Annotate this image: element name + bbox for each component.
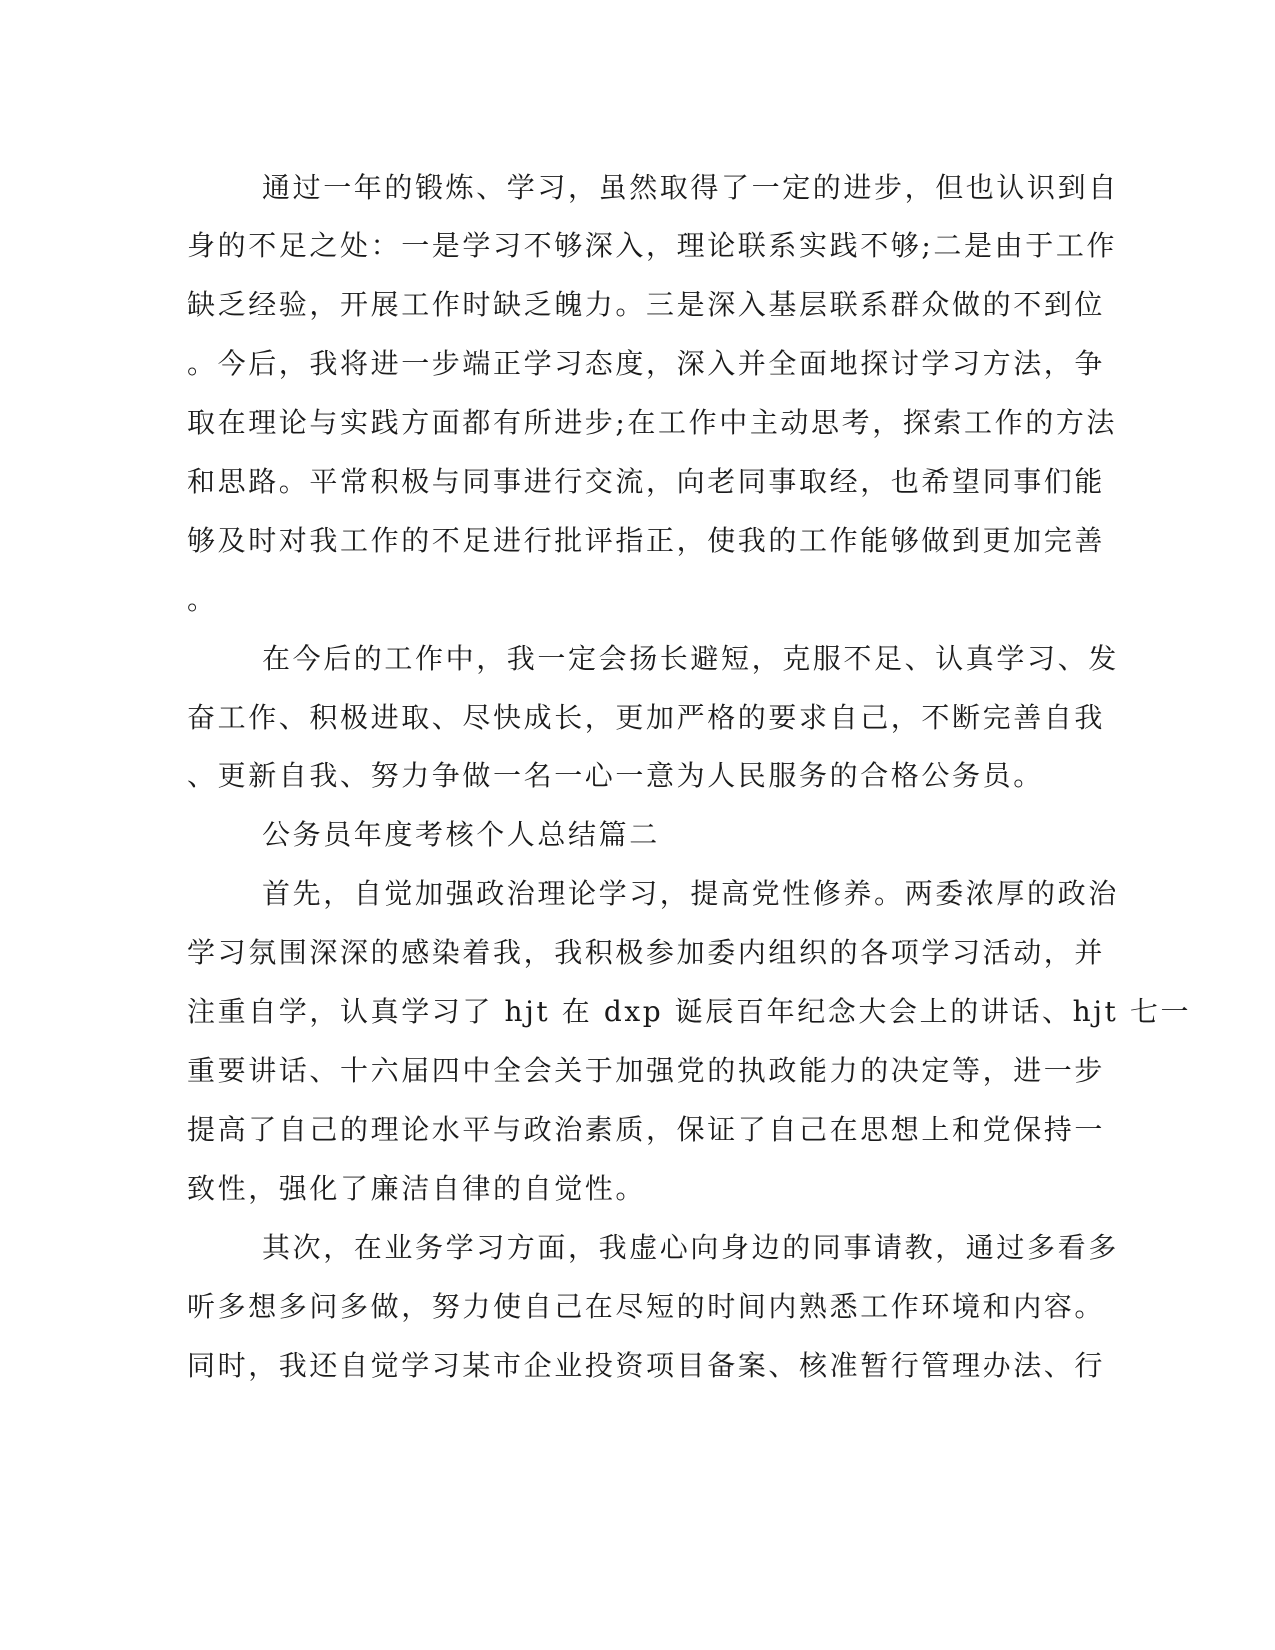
text-line: 奋工作、积极进取、尽快成长，更加严格的要求自己，不断完善自我 bbox=[187, 701, 1106, 734]
section-heading: 公务员年度考核个人总结篇二 bbox=[262, 818, 660, 851]
text-line: 听多想多问多做，努力使自己在尽短的时间内熟悉工作环境和内容。 bbox=[187, 1290, 1106, 1323]
text-line: 致性，强化了廉洁自律的自觉性。 bbox=[187, 1172, 647, 1205]
text-line: 。今后，我将进一步端正学习态度，深入并全面地探讨学习方法，争 bbox=[187, 347, 1106, 380]
text-line: 学习氛围深深的感染着我，我积极参加委内组织的各项学习活动，并 bbox=[187, 936, 1106, 969]
text-line: 取在理论与实践方面都有所进步;在工作中主动思考，探索工作的方法 bbox=[187, 406, 1118, 439]
text-line: 同时，我还自觉学习某市企业投资项目备案、核准暂行管理办法、行 bbox=[187, 1349, 1106, 1382]
text-line: 首先，自觉加强政治理论学习，提高党性修养。两委浓厚的政治 bbox=[262, 877, 1119, 910]
text-line: 缺乏经验，开展工作时缺乏魄力。三是深入基层联系群众做的不到位 bbox=[187, 288, 1106, 321]
text-line: 、更新自我、努力争做一名一心一意为人民服务的合格公务员。 bbox=[187, 759, 1044, 792]
text-line: 够及时对我工作的不足进行批评指正，使我的工作能够做到更加完善 bbox=[187, 524, 1106, 557]
text-line: 。 bbox=[187, 583, 218, 616]
text-line: 在今后的工作中，我一定会扬长避短，克服不足、认真学习、发 bbox=[262, 642, 1119, 675]
text-line: 其次，在业务学习方面，我虚心向身边的同事请教，通过多看多 bbox=[262, 1231, 1119, 1264]
text-line: 和思路。平常积极与同事进行交流，向老同事取经，也希望同事们能 bbox=[187, 465, 1106, 498]
text-line: 提高了自己的理论水平与政治素质，保证了自己在思想上和党保持一 bbox=[187, 1113, 1106, 1146]
text-line: 身的不足之处：一是学习不够深入，理论联系实践不够;二是由于工作 bbox=[187, 229, 1118, 262]
text-line: 通过一年的锻炼、学习，虽然取得了一定的进步，但也认识到自 bbox=[262, 171, 1119, 204]
text-line: 注重自学，认真学习了 hjt 在 dxp 诞辰百年纪念大会上的讲话、hjt 七一 bbox=[187, 995, 1192, 1028]
text-line: 重要讲话、十六届四中全会关于加强党的执政能力的决定等，进一步 bbox=[187, 1054, 1106, 1087]
